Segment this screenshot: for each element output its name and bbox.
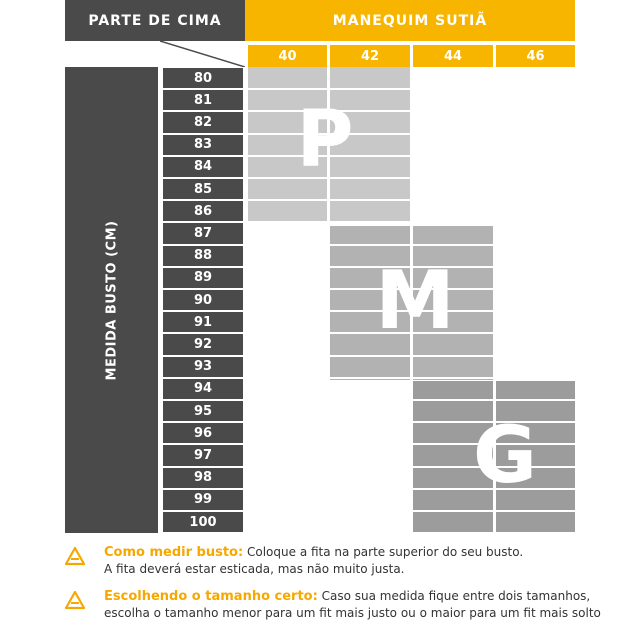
row-label-85: 85: [163, 179, 243, 199]
row-label-100: 100: [163, 512, 243, 532]
axis-label-container: [65, 67, 158, 533]
row-label-96: 96: [163, 423, 243, 443]
size-header-44: 44: [413, 45, 493, 67]
header-manequim-sutia: MANEQUIM SUTIÃ: [245, 0, 575, 41]
measure-tape-icon: [63, 544, 87, 568]
note-measure: [104, 544, 624, 578]
row-label-80: 80: [163, 68, 243, 88]
row-label-90: 90: [163, 290, 243, 310]
corner-diagonal: [160, 41, 245, 67]
note-choose: [104, 588, 634, 622]
row-label-86: 86: [163, 201, 243, 221]
row-label-91: 91: [163, 312, 243, 332]
note-choose-title: Escolhendo o tamanho certo:: [104, 589, 318, 604]
row-label-82: 82: [163, 112, 243, 132]
row-label-88: 88: [163, 246, 243, 266]
row-label-89: 89: [163, 268, 243, 288]
row-label-99: 99: [163, 490, 243, 510]
size-header-46: 46: [496, 45, 575, 67]
size-header-42: 42: [330, 45, 410, 67]
row-label-81: 81: [163, 90, 243, 110]
row-label-95: 95: [163, 401, 243, 421]
row-label-92: 92: [163, 334, 243, 354]
note-measure-line2: A fita deverá estar esticada, mas não muito justa.: [104, 562, 405, 576]
row-label-97: 97: [163, 445, 243, 465]
row-label-98: 98: [163, 468, 243, 488]
row-label-84: 84: [163, 157, 243, 177]
zone-letter-p: P: [296, 95, 354, 185]
note-measure-title: Como medir busto:: [104, 545, 244, 560]
row-label-94: 94: [163, 379, 243, 399]
axis-label-medida-busto: MEDIDA BUSTO (CM): [104, 220, 119, 380]
note-choose-line1: Caso sua medida fique entre dois tamanhos,: [317, 589, 591, 603]
size-header-40: 40: [248, 45, 327, 67]
row-label-93: 93: [163, 357, 243, 377]
row-label-83: 83: [163, 135, 243, 155]
zone-letter-m: M: [375, 253, 455, 347]
note-choose-line2: escolha o tamanho menor para um fit mais justo ou o maior para um fit mais solto: [104, 606, 601, 620]
size-choice-icon: [63, 588, 87, 612]
row-label-87: 87: [163, 223, 243, 243]
note-measure-line1: Coloque a fita na parte superior do seu busto.: [243, 545, 524, 559]
zone-letter-g: G: [472, 410, 538, 501]
header-parte-de-cima: PARTE DE CIMA: [65, 0, 245, 41]
